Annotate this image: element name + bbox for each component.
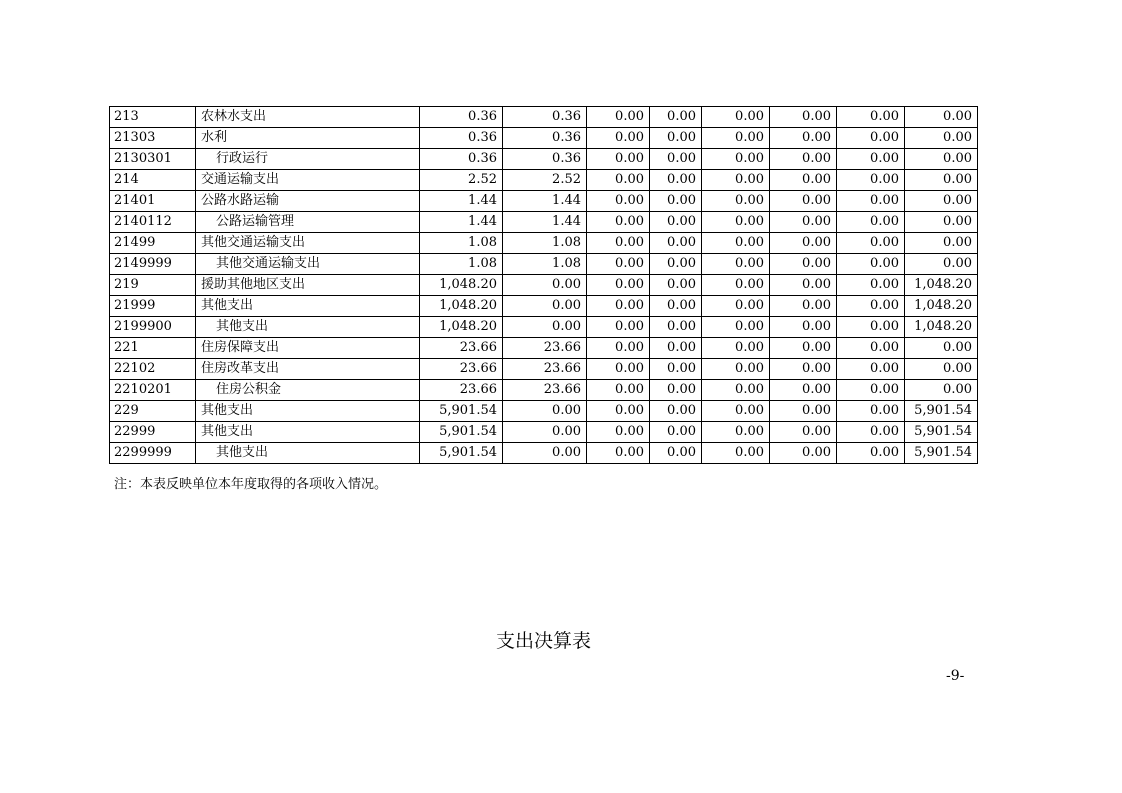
- amount-cell: 0.36: [420, 107, 503, 128]
- amount-cell: 0.00: [503, 296, 587, 317]
- amount-cell: 1,048.20: [905, 317, 978, 338]
- amount-cell: 5,901.54: [905, 401, 978, 422]
- amount-cell: 23.66: [420, 359, 503, 380]
- amount-cell: 1,048.20: [905, 275, 978, 296]
- amount-cell: 23.66: [420, 338, 503, 359]
- amount-cell: 0.00: [702, 128, 770, 149]
- amount-cell: 0.00: [702, 359, 770, 380]
- table-row: [110, 275, 978, 296]
- amount-cell: 0.00: [587, 233, 650, 254]
- subject-name-cell: 住房保障支出: [196, 338, 420, 359]
- amount-cell: 0.00: [702, 296, 770, 317]
- amount-cell: 0.00: [587, 443, 650, 464]
- amount-cell: 1.44: [503, 212, 587, 233]
- amount-cell: 0.00: [650, 128, 702, 149]
- table-row: [110, 191, 978, 212]
- amount-cell: 0.00: [650, 191, 702, 212]
- amount-cell: 0.00: [905, 338, 978, 359]
- table-row: [110, 338, 978, 359]
- amount-cell: 1.08: [503, 233, 587, 254]
- amount-cell: 0.00: [770, 338, 837, 359]
- amount-cell: 0.00: [650, 149, 702, 170]
- table-row: [110, 317, 978, 338]
- amount-cell: 0.00: [905, 107, 978, 128]
- amount-cell: 0.00: [587, 359, 650, 380]
- amount-cell: 1.44: [503, 191, 587, 212]
- amount-cell: 0.00: [503, 275, 587, 296]
- amount-cell: 0.00: [587, 401, 650, 422]
- amount-cell: 0.00: [770, 275, 837, 296]
- amount-cell: 0.36: [503, 149, 587, 170]
- amount-cell: 0.00: [770, 296, 837, 317]
- amount-cell: 23.66: [420, 380, 503, 401]
- amount-cell: 0.00: [770, 317, 837, 338]
- amount-cell: 0.00: [650, 254, 702, 275]
- amount-cell: 0.00: [650, 296, 702, 317]
- subject-name-cell: 农林水支出: [196, 107, 420, 128]
- amount-cell: 0.00: [905, 380, 978, 401]
- amount-cell: 0.00: [702, 212, 770, 233]
- amount-cell: 0.36: [420, 149, 503, 170]
- table-row: [110, 401, 978, 422]
- amount-cell: 0.00: [905, 128, 978, 149]
- subject-code-cell: 213: [110, 107, 196, 128]
- subject-name-cell: 水利: [196, 128, 420, 149]
- amount-cell: 0.00: [702, 317, 770, 338]
- amount-cell: 0.00: [837, 212, 905, 233]
- amount-cell: 23.66: [503, 359, 587, 380]
- table-row: [110, 254, 978, 275]
- subject-code-cell: 21401: [110, 191, 196, 212]
- amount-cell: 0.00: [905, 359, 978, 380]
- amount-cell: 1,048.20: [420, 296, 503, 317]
- amount-cell: 1,048.20: [905, 296, 978, 317]
- subject-code-cell: 2149999: [110, 254, 196, 275]
- amount-cell: 0.00: [650, 359, 702, 380]
- amount-cell: 0.00: [770, 422, 837, 443]
- amount-cell: 0.00: [905, 254, 978, 275]
- amount-cell: 5,901.54: [905, 422, 978, 443]
- subject-code-cell: 21999: [110, 296, 196, 317]
- amount-cell: 0.00: [837, 422, 905, 443]
- amount-cell: 1.08: [420, 233, 503, 254]
- amount-cell: 0.00: [837, 317, 905, 338]
- amount-cell: 1.08: [503, 254, 587, 275]
- amount-cell: 0.00: [702, 338, 770, 359]
- amount-cell: 0.00: [905, 212, 978, 233]
- amount-cell: 0.00: [587, 107, 650, 128]
- subject-name-cell: 住房改革支出: [196, 359, 420, 380]
- amount-cell: 0.00: [702, 254, 770, 275]
- amount-cell: 23.66: [503, 380, 587, 401]
- amount-cell: 0.00: [587, 128, 650, 149]
- amount-cell: 5,901.54: [420, 401, 503, 422]
- amount-cell: 0.00: [837, 170, 905, 191]
- amount-cell: 0.00: [905, 191, 978, 212]
- table-row: [110, 107, 978, 128]
- amount-cell: 0.00: [837, 338, 905, 359]
- amount-cell: 0.00: [702, 275, 770, 296]
- amount-cell: 1.08: [420, 254, 503, 275]
- amount-cell: 0.00: [587, 380, 650, 401]
- subject-name-cell: 其他支出: [196, 401, 420, 422]
- amount-cell: 0.00: [770, 233, 837, 254]
- amount-cell: 0.00: [770, 380, 837, 401]
- amount-cell: 0.00: [587, 296, 650, 317]
- amount-cell: 0.00: [837, 359, 905, 380]
- table-row: [110, 233, 978, 254]
- amount-cell: 0.36: [503, 107, 587, 128]
- amount-cell: 0.00: [587, 338, 650, 359]
- subject-name-cell: 其他交通运输支出: [196, 254, 420, 275]
- amount-cell: 5,901.54: [420, 443, 503, 464]
- table-row: [110, 359, 978, 380]
- table-row: [110, 443, 978, 464]
- page-number: -9-: [946, 668, 965, 684]
- subject-code-cell: 219: [110, 275, 196, 296]
- subject-name-cell: 其他支出: [196, 296, 420, 317]
- amount-cell: 0.00: [587, 149, 650, 170]
- amount-cell: 5,901.54: [420, 422, 503, 443]
- amount-cell: 0.00: [702, 170, 770, 191]
- subject-name-cell: 其他交通运输支出: [196, 233, 420, 254]
- table-row: [110, 296, 978, 317]
- amount-cell: 0.00: [587, 422, 650, 443]
- subject-code-cell: 214: [110, 170, 196, 191]
- subject-code-cell: 2130301: [110, 149, 196, 170]
- amount-cell: 0.36: [503, 128, 587, 149]
- table-row: [110, 212, 978, 233]
- amount-cell: 0.00: [770, 443, 837, 464]
- subject-name-cell: 公路水路运输: [196, 191, 420, 212]
- amount-cell: 1,048.20: [420, 317, 503, 338]
- amount-cell: 0.00: [587, 191, 650, 212]
- amount-cell: 0.00: [702, 191, 770, 212]
- amount-cell: 0.00: [770, 170, 837, 191]
- amount-cell: 0.00: [503, 443, 587, 464]
- amount-cell: 0.00: [837, 401, 905, 422]
- subject-code-cell: 2210201: [110, 380, 196, 401]
- table-row: [110, 149, 978, 170]
- amount-cell: 0.00: [770, 128, 837, 149]
- amount-cell: 1.44: [420, 191, 503, 212]
- amount-cell: 0.00: [837, 254, 905, 275]
- amount-cell: 0.00: [837, 296, 905, 317]
- amount-cell: 0.00: [587, 212, 650, 233]
- amount-cell: 0.00: [702, 107, 770, 128]
- amount-cell: 0.00: [837, 233, 905, 254]
- subject-code-cell: 2199900: [110, 317, 196, 338]
- amount-cell: 0.00: [837, 128, 905, 149]
- amount-cell: 0.00: [650, 443, 702, 464]
- subject-name-cell: 公路运输管理: [196, 212, 420, 233]
- amount-cell: 0.00: [702, 380, 770, 401]
- amount-cell: 0.00: [650, 107, 702, 128]
- table-body: [110, 107, 978, 464]
- amount-cell: 0.00: [837, 149, 905, 170]
- amount-cell: 0.00: [702, 233, 770, 254]
- amount-cell: 0.00: [770, 359, 837, 380]
- amount-cell: 0.00: [650, 380, 702, 401]
- amount-cell: 0.00: [837, 443, 905, 464]
- subject-code-cell: 229: [110, 401, 196, 422]
- table-note: 注：本表反映单位本年度取得的各项收入情况。: [114, 477, 388, 492]
- amount-cell: 0.00: [770, 107, 837, 128]
- subject-name-cell: 援助其他地区支出: [196, 275, 420, 296]
- amount-cell: 0.00: [650, 422, 702, 443]
- subject-code-cell: 22102: [110, 359, 196, 380]
- next-table-title: 支出决算表: [495, 630, 591, 652]
- amount-cell: 0.00: [702, 401, 770, 422]
- amount-cell: 0.00: [837, 107, 905, 128]
- amount-cell: 0.00: [770, 212, 837, 233]
- subject-code-cell: 22999: [110, 422, 196, 443]
- amount-cell: 0.00: [702, 422, 770, 443]
- amount-cell: 0.00: [905, 170, 978, 191]
- amount-cell: 0.00: [587, 275, 650, 296]
- subject-name-cell: 其他支出: [196, 443, 420, 464]
- amount-cell: 0.00: [650, 317, 702, 338]
- amount-cell: 0.00: [837, 191, 905, 212]
- amount-cell: 0.00: [587, 317, 650, 338]
- subject-code-cell: 221: [110, 338, 196, 359]
- amount-cell: 23.66: [503, 338, 587, 359]
- amount-cell: 0.00: [650, 233, 702, 254]
- amount-cell: 0.00: [587, 254, 650, 275]
- amount-cell: 1,048.20: [420, 275, 503, 296]
- subject-code-cell: 2140112: [110, 212, 196, 233]
- table-row: [110, 128, 978, 149]
- amount-cell: 0.00: [650, 338, 702, 359]
- amount-cell: 2.52: [503, 170, 587, 191]
- amount-cell: 0.00: [770, 401, 837, 422]
- amount-cell: 1.44: [420, 212, 503, 233]
- subject-name-cell: 交通运输支出: [196, 170, 420, 191]
- subject-code-cell: 2299999: [110, 443, 196, 464]
- amount-cell: 0.00: [837, 380, 905, 401]
- amount-cell: 0.00: [503, 317, 587, 338]
- amount-cell: 0.00: [905, 233, 978, 254]
- amount-cell: 0.00: [770, 149, 837, 170]
- amount-cell: 2.52: [420, 170, 503, 191]
- amount-cell: 0.00: [650, 401, 702, 422]
- amount-cell: 0.00: [650, 170, 702, 191]
- amount-cell: 0.00: [837, 275, 905, 296]
- table-row: [110, 422, 978, 443]
- amount-cell: 5,901.54: [905, 443, 978, 464]
- amount-cell: 0.00: [702, 443, 770, 464]
- income-table: [109, 106, 978, 464]
- amount-cell: 0.00: [770, 254, 837, 275]
- amount-cell: 0.00: [702, 149, 770, 170]
- amount-cell: 0.00: [770, 191, 837, 212]
- amount-cell: 0.36: [420, 128, 503, 149]
- subject-name-cell: 其他支出: [196, 422, 420, 443]
- table-row: [110, 380, 978, 401]
- amount-cell: 0.00: [503, 422, 587, 443]
- amount-cell: 0.00: [650, 212, 702, 233]
- subject-name-cell: 住房公积金: [196, 380, 420, 401]
- amount-cell: 0.00: [587, 170, 650, 191]
- subject-code-cell: 21499: [110, 233, 196, 254]
- amount-cell: 0.00: [905, 149, 978, 170]
- subject-name-cell: 行政运行: [196, 149, 420, 170]
- table-row: [110, 170, 978, 191]
- subject-code-cell: 21303: [110, 128, 196, 149]
- amount-cell: 0.00: [503, 401, 587, 422]
- subject-name-cell: 其他支出: [196, 317, 420, 338]
- amount-cell: 0.00: [650, 275, 702, 296]
